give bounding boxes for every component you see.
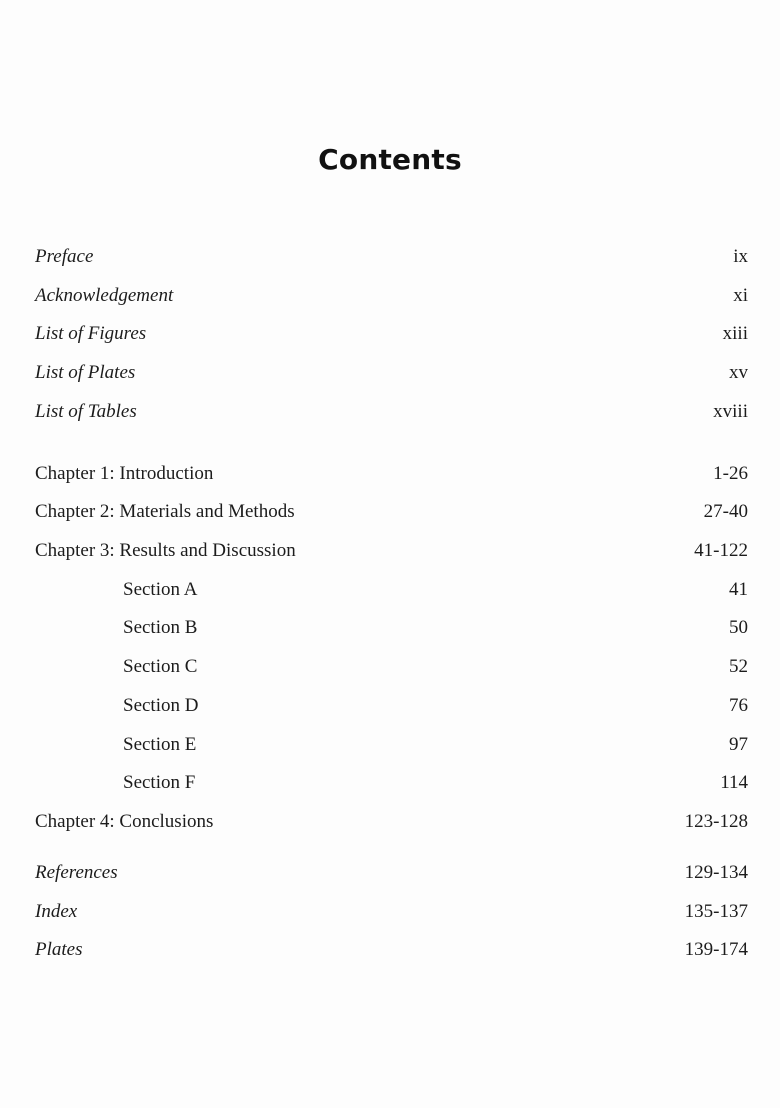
toc-entry-label: Index: [35, 901, 78, 922]
toc-entry-page: xviii: [713, 401, 748, 422]
toc-entry-page: xiii: [722, 323, 748, 344]
toc-entry-label: Chapter 2: Materials and Methods: [35, 501, 295, 522]
toc-entry-page: 129-134: [684, 862, 748, 883]
toc-entry-page: 41-122: [694, 540, 748, 561]
toc-entry-page: 123-128: [684, 811, 748, 832]
toc-entry-index[interactable]: [35, 897, 748, 927]
toc-entry-chapter-2[interactable]: [35, 497, 748, 527]
toc-entry-section-c[interactable]: [35, 652, 748, 682]
toc-entry-page: 114: [720, 772, 748, 793]
toc-entry-chapter-4[interactable]: [35, 807, 748, 837]
toc-entry-label: Plates: [35, 939, 83, 960]
toc-entry-label: Section F: [123, 772, 196, 793]
toc-entry-label: Section C: [123, 656, 198, 677]
toc-entry-plates[interactable]: [35, 935, 748, 965]
toc-entry-chapter-3[interactable]: [35, 536, 748, 566]
toc-entry-label: Chapter 4: Conclusions: [35, 811, 214, 832]
toc-entry-label: Section E: [123, 734, 197, 755]
toc-entry-label: Chapter 3: Results and Discussion: [35, 540, 296, 561]
toc-entry-page: 1-26: [713, 463, 748, 484]
toc-entry-page: 97: [729, 734, 748, 755]
toc-entry-page: 52: [729, 656, 748, 677]
toc-entry-page: xv: [729, 362, 748, 383]
toc-entry-list-of-figures[interactable]: [35, 319, 748, 349]
toc-entry-label: List of Figures: [35, 323, 147, 344]
toc-entry-page: 50: [729, 617, 748, 638]
toc-entry-label: Section D: [123, 695, 199, 716]
toc-entry-chapter-1[interactable]: [35, 459, 748, 489]
toc-entry-label: List of Plates: [35, 362, 136, 383]
toc-entry-label: Section A: [123, 579, 198, 600]
toc-entry-section-a[interactable]: [35, 575, 748, 605]
toc-entry-section-b[interactable]: [35, 613, 748, 643]
toc-entry-page: 27-40: [703, 501, 748, 522]
toc-entry-section-e[interactable]: [35, 730, 748, 760]
toc-entry-section-d[interactable]: [35, 691, 748, 721]
toc-entry-list-of-tables[interactable]: [35, 397, 748, 427]
toc-entry-preface[interactable]: [35, 242, 748, 272]
toc-entry-section-f[interactable]: [35, 768, 748, 798]
toc-entry-page: xi: [733, 285, 748, 306]
toc-entry-page: 41: [729, 579, 748, 600]
toc-entry-list-of-plates[interactable]: [35, 358, 748, 388]
toc-entry-label: Acknowledgement: [35, 285, 174, 306]
toc-entry-page: 139-174: [684, 939, 748, 960]
toc-entry-acknowledgement[interactable]: [35, 281, 748, 311]
toc-entry-label: List of Tables: [35, 401, 137, 422]
page-title: Contents: [318, 143, 462, 176]
toc-entry-label: Chapter 1: Introduction: [35, 463, 214, 484]
toc-entry-references[interactable]: [35, 858, 748, 888]
toc-entry-page: 76: [729, 695, 748, 716]
toc-entry-label: Section B: [123, 617, 198, 638]
toc-entry-label: References: [35, 862, 118, 883]
toc-entry-page: ix: [733, 246, 748, 267]
toc-entry-page: 135-137: [684, 901, 748, 922]
toc-entry-label: Preface: [35, 246, 94, 267]
